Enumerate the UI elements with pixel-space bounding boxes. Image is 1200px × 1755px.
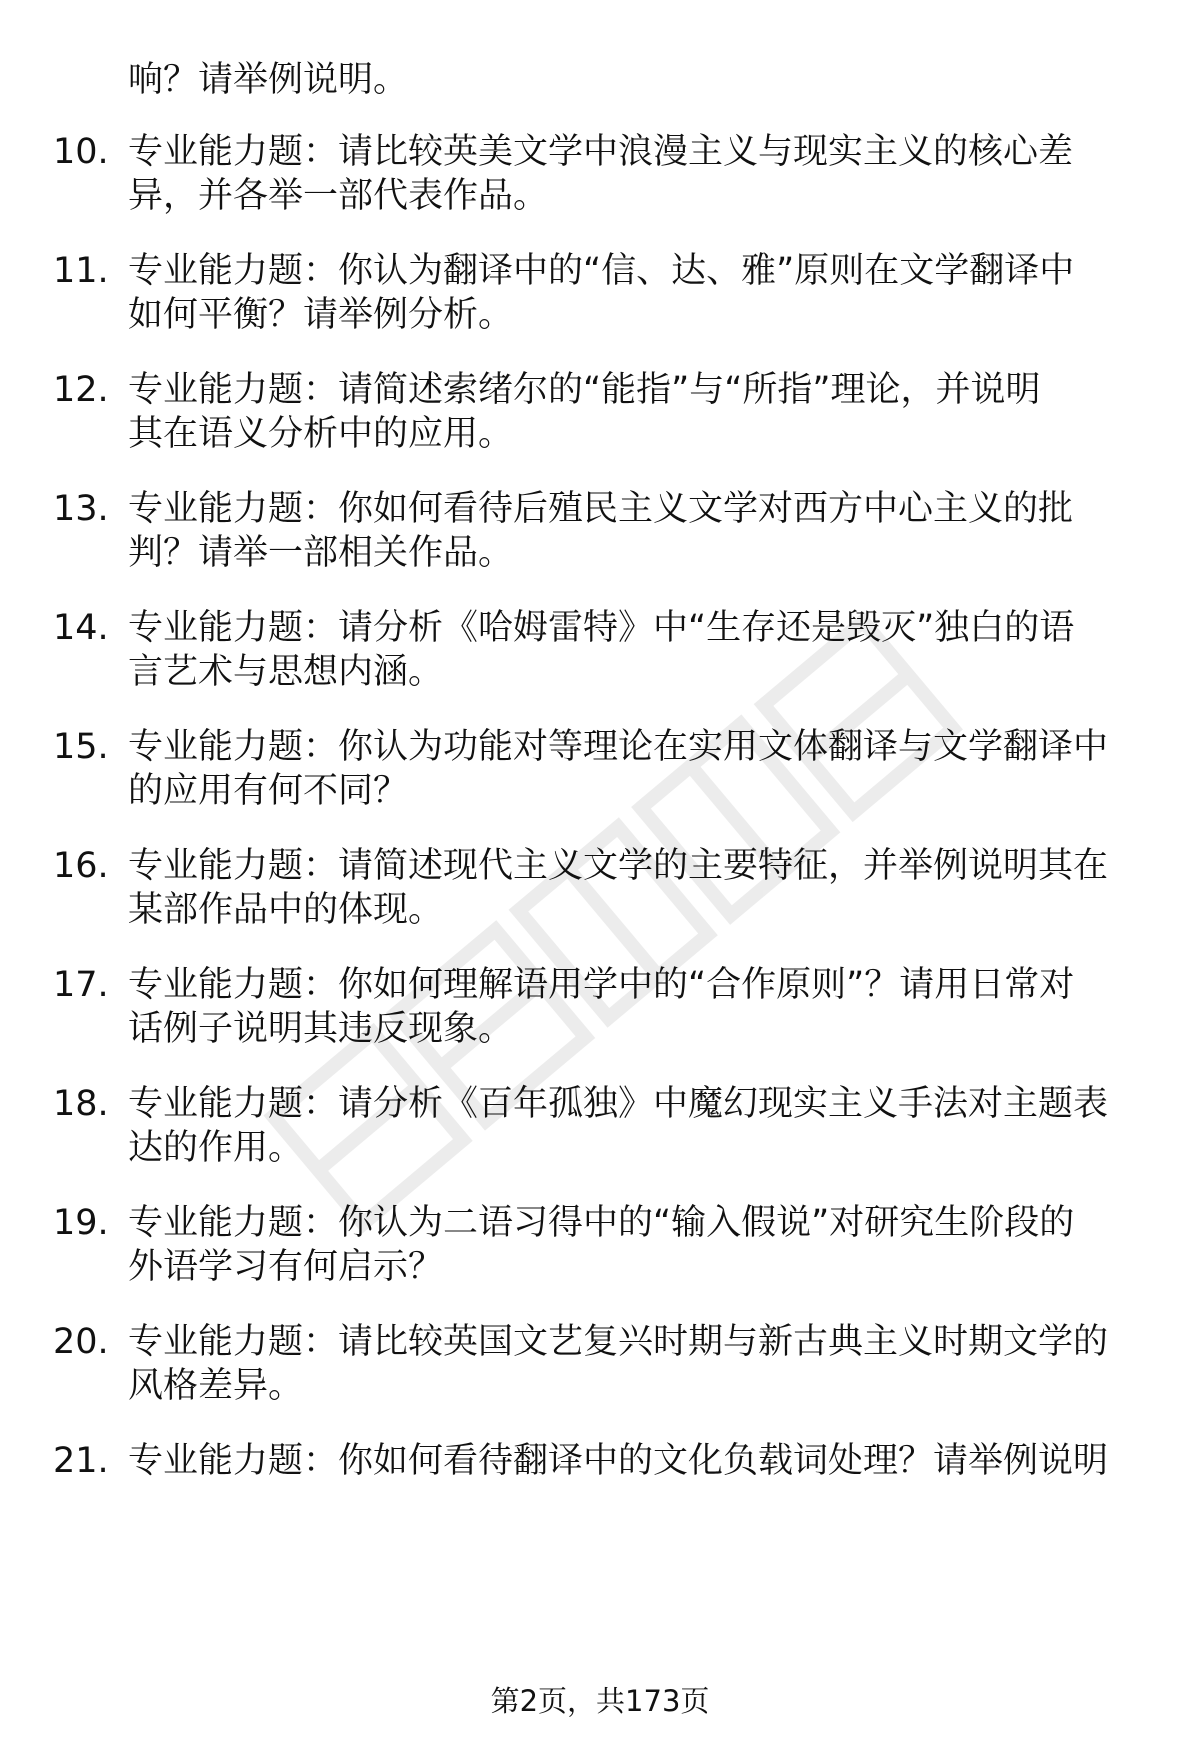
item-text-line: 话例子说明其违反现象。 bbox=[128, 1009, 514, 1049]
item-text-line: 某部作品中的体现。 bbox=[128, 890, 444, 930]
item-text-line: 专业能力题：你如何看待后殖民主义文学对西方中心主义的批 bbox=[128, 489, 1074, 529]
item-text-line: 专业能力题：你如何理解语用学中的“合作原则”？请用日常对 bbox=[128, 965, 1075, 1005]
item-text-line: 外语学习有何启示？ bbox=[128, 1247, 444, 1287]
item-text-line: 异，并各举一部代表作品。 bbox=[128, 176, 549, 216]
item-text-line: 专业能力题：你认为功能对等理论在实用文体翻译与文学翻译中 bbox=[128, 727, 1109, 767]
item-text-line: 专业能力题：请简述现代主义文学的主要特征，并举例说明其在 bbox=[128, 846, 1109, 886]
item-text-line: 专业能力题：请分析《哈姆雷特》中“生存还是毁灭”独白的语 bbox=[128, 608, 1075, 648]
item-number: 21. bbox=[53, 1441, 109, 1481]
item-number: 16. bbox=[53, 846, 109, 886]
item-text-line: 言艺术与思想内涵。 bbox=[128, 652, 444, 692]
item-number: 15. bbox=[53, 727, 109, 767]
item-text-line: 达的作用。 bbox=[128, 1128, 304, 1168]
item-text-line: 专业能力题：请比较英美文学中浪漫主义与现实主义的核心差 bbox=[128, 132, 1074, 172]
page-footer: 第2页，共173页 bbox=[490, 1684, 710, 1718]
item-text-line: 如何平衡？请举例分析。 bbox=[128, 295, 514, 335]
item-number: 13. bbox=[53, 489, 109, 529]
item-text-line: 专业能力题：你认为二语习得中的“输入假说”对研究生阶段的 bbox=[128, 1203, 1075, 1243]
item-text-line: 专业能力题：你如何看待翻译中的文化负载词处理？请举例说明 bbox=[128, 1441, 1109, 1481]
item-number: 17. bbox=[53, 965, 109, 1005]
item-number: 18. bbox=[53, 1084, 109, 1124]
item-number: 20. bbox=[53, 1322, 109, 1362]
item-text-line: 判？请举一部相关作品。 bbox=[128, 533, 514, 573]
item-number: 11. bbox=[53, 251, 109, 291]
item-text-line: 专业能力题：请比较英国文艺复兴时期与新古典主义时期文学的 bbox=[128, 1322, 1109, 1362]
continuation-text: 响？请举例说明。 bbox=[128, 60, 409, 100]
item-number: 19. bbox=[53, 1203, 109, 1243]
item-text-line: 专业能力题：请简述索绪尔的“能指”与“所指”理论，并说明 bbox=[128, 370, 1041, 410]
item-text-line: 的应用有何不同？ bbox=[128, 771, 409, 811]
item-text-line: 其在语义分析中的应用。 bbox=[128, 414, 514, 454]
item-number: 12. bbox=[53, 370, 109, 410]
item-number: 10. bbox=[53, 132, 109, 172]
item-text-line: 专业能力题：你认为翻译中的“信、达、雅”原则在文学翻译中 bbox=[128, 251, 1075, 291]
item-number: 14. bbox=[53, 608, 109, 648]
item-text-line: 专业能力题：请分析《百年孤独》中魔幻现实主义手法对主题表 bbox=[128, 1084, 1109, 1124]
item-text-line: 风格差异。 bbox=[128, 1366, 304, 1406]
